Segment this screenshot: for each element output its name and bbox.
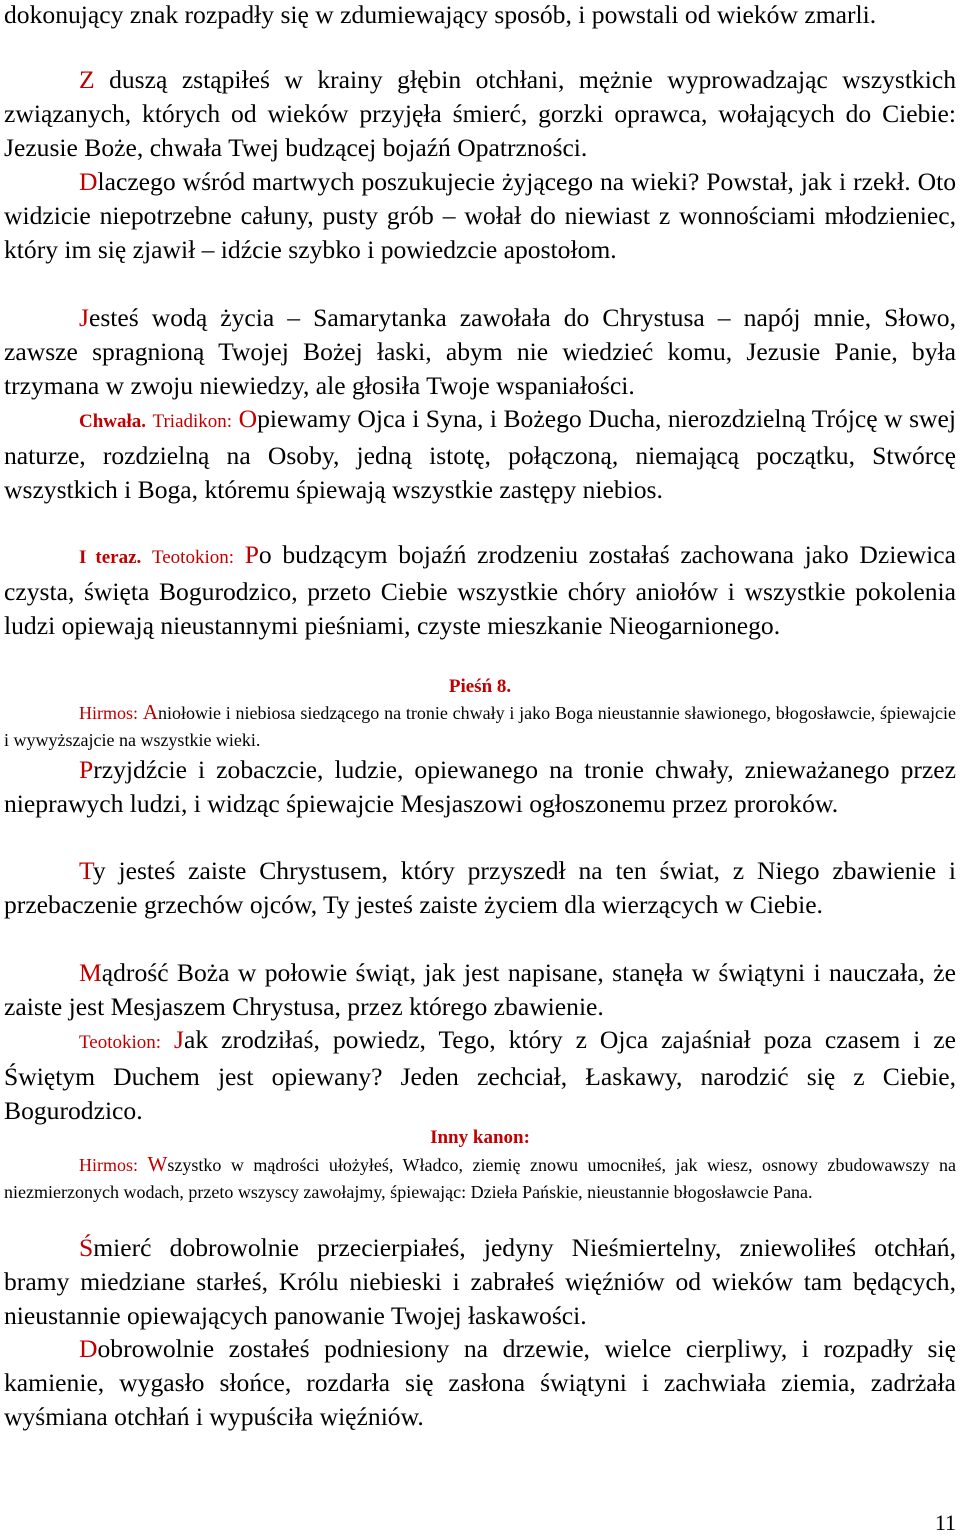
ode-heading: Pieśń 8. — [448, 676, 512, 697]
red-initial: M — [79, 958, 102, 987]
rubric-label: Hirmos: — [79, 1155, 139, 1175]
red-initial: D — [79, 167, 98, 196]
paragraph-text: niołowie i niebiosa siedzącego na tronie chwały i jako Boga nieustannie sławionego, błogosławcie, śpiewajcie i wywyższajcie na wszystkie wieki. — [4, 703, 956, 750]
troparion-samaritan — [4, 301, 956, 402]
paragraph-text: duszą zstąpiłeś w krainy głębin otchłani, mężnie wyprowadzając wszystkich związanych, których od wieków przyjęła śmierć, gorzki oprawca, wołających do Ciebie: Jezusie Boże, chwała Twej budzącej bojaźń Opatrzności. — [4, 65, 956, 162]
paragraph-text: ak zrodziłaś, powiedz, Tego, który z Ojca zajaśniał poza czasem i ze Świętym Duchem jest opiewany? Jeden zechciał, Łaskawy, narodzić się z Ciebie, Bogurodzico. — [4, 1025, 956, 1125]
triadikon — [4, 402, 956, 506]
rubric-label: Teotokion: — [151, 547, 235, 568]
paragraph-text: piewamy Ojca i Syna, i Bożego Ducha, nierozdzielną Trójcę w swej naturze, rozdzielną na Osoby, jedną istotę, połączoną, niemającą początku, Stwórcę wszystkich i Boga, któremu śpiewają wszystkie zastępy niebios. — [4, 404, 956, 504]
page-number: 11 — [934, 1510, 956, 1535]
paragraph-text: y jesteś zaiste Chrystusem, który przyszedł na ten świat, z Niego zbawienie i przebaczenie grzechów ojców, Ty jesteś zaiste życiem dla wierzących w Ciebie. — [4, 856, 956, 919]
paragraph-text: esteś wodą życia – Samarytanka zawołała do Chrystusa – napój mnie, Słowo, zawsze spragnioną Twojej Bożej łaski, abym nie wiedzieć komu, Jezusie Panie, była trzymana w zwoju niewiedzy, ale głosiła Twoje wspaniałości. — [4, 303, 956, 400]
hirmos-1 — [4, 699, 956, 754]
paragraph-text: mierć dobrowolnie przecierpiałeś, jedyny Nieśmiertelny, zniewoliłeś otchłań, bramy miedziane starłeś, Królu niebieski i zabrałeś więźniów od wieków tam będących, nieustannie opiewających panowanie Twojej łaskawości. — [4, 1233, 956, 1330]
hirmos-2 — [4, 1151, 956, 1205]
troparion-come-see — [4, 753, 956, 821]
red-initial: W — [147, 1152, 168, 1176]
theotokion-1 — [4, 538, 956, 642]
red-initial: D — [79, 1334, 98, 1363]
red-initial: J — [79, 303, 89, 332]
rubric-label: Hirmos: — [79, 703, 139, 723]
troparion-wisdom — [4, 956, 956, 1024]
theotokion-2 — [4, 1023, 956, 1127]
paragraph-text: dokonujący znak rozpadły się w zdumiewający sposób, i powstali od wieków zmarli. — [4, 0, 877, 29]
paragraph-text: o budzącym bojaźń zrodzeniu zostałaś zachowana jako Dziewica czysta, święta Bogurodzico, przeto Ciebie wszystkie chóry aniołów i wszystkie pokolenia ludzi opiewają nieustannymi pieśniami, czyste mieszkanie Nieogarnionego. — [4, 540, 956, 640]
red-initial: Ś — [79, 1233, 94, 1262]
canon-heading: Inny kanon: — [430, 1127, 530, 1148]
paragraph-text: ądrość Boża w połowie świąt, jak jest napisane, stanęła w świątyni i nauczała, że zaiste jest Mesjaszem Chrystusa, przez którego zbawienie. — [4, 958, 956, 1021]
troparion-death — [4, 1231, 956, 1332]
red-initial: A — [142, 700, 158, 724]
paragraph-text: rzyjdźcie i zobaczcie, ludzie, opiewanego na tronie chwały, znieważanego przez nieprawych ludzi, i widząc śpiewajcie Mesjaszowi ogłoszonemu przez proroków. — [4, 755, 956, 818]
paragraph-text: laczego wśród martwych poszukujecie żyjącego na wieki? Powstał, jak i rzekł. Oto widzicie niepotrzebne całuny, pusty grób – wołał do niewiast z wonnościami młodzieniec, który im się zjawił – idźcie szybko i powiedzcie apostołom. — [4, 167, 956, 264]
rubric-label: Triadikon: — [152, 411, 233, 432]
rubric-bold: Chwała. — [79, 411, 147, 432]
troparion-cross — [4, 1332, 956, 1433]
red-initial: P — [244, 540, 259, 569]
red-initial: T — [79, 856, 93, 885]
rubric-label: Teotokion: — [79, 1032, 162, 1053]
rubric-bold: I teraz. — [79, 547, 142, 568]
paragraph-continuation — [4, 0, 956, 32]
troparion-descent — [4, 63, 956, 164]
paragraph-text: obrowolnie zostałeś podniesiony na drzewie, wielce cierpliwy, i rozpadły się kamienie, wygasło słońce, rozdarła się zasłona świątyni i zachwiała ziemia, zadrżała wyśmiana otchłań i wypuściła więźniów. — [4, 1334, 956, 1431]
red-initial: O — [238, 404, 258, 433]
red-initial: P — [79, 755, 94, 784]
document-page — [4, 0, 956, 1537]
troparion-tomb — [4, 165, 956, 266]
troparion-christ — [4, 854, 956, 922]
red-initial: J — [174, 1025, 184, 1054]
paragraph-text: szystko w mądrości ułożyłeś, Władco, ziemię znowu umocniłeś, jak wiesz, osnowy zbudowawszy na niezmierzonych wodach, przeto wszyscy zawołajmy, śpiewając: Dzieła Pańskie, nieustannie błogosławcie Pana. — [4, 1155, 956, 1202]
red-initial: Z — [79, 65, 95, 94]
